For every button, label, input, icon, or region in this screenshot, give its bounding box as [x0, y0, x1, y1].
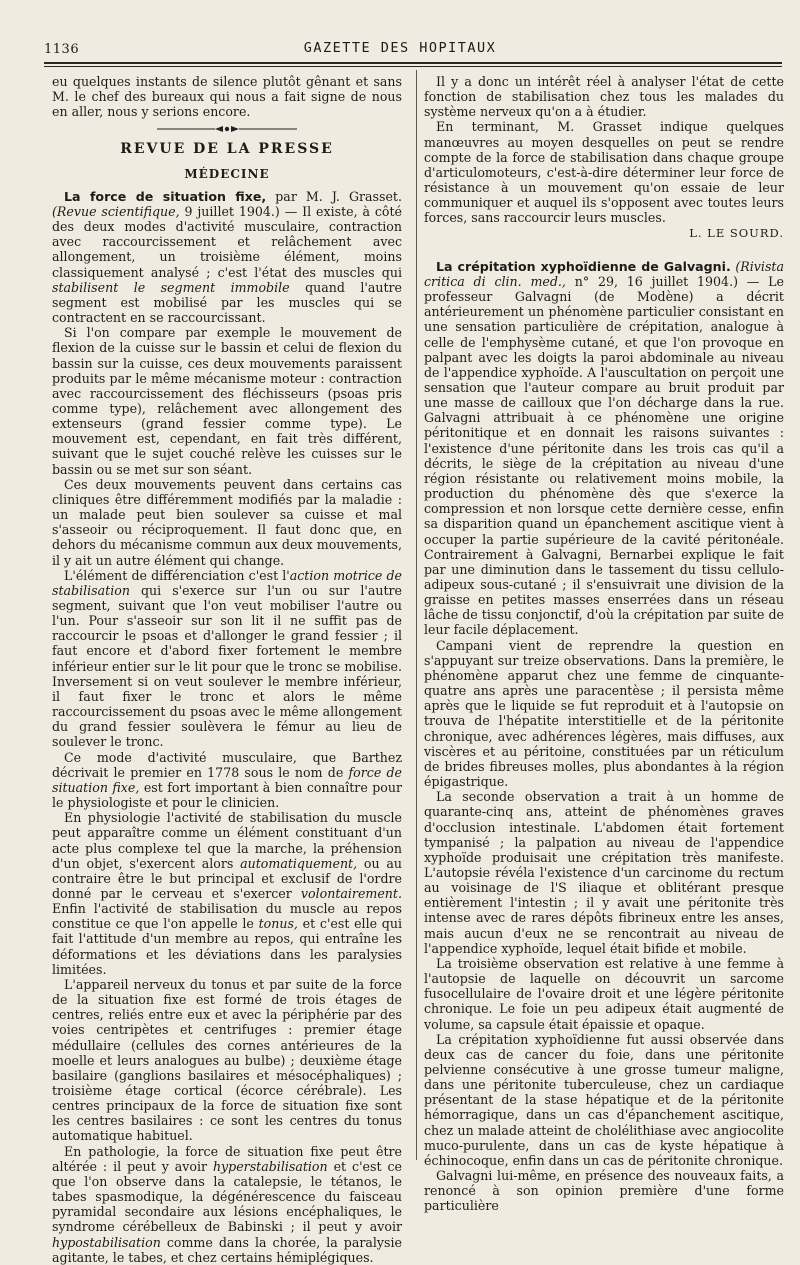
running-title: GAZETTE DES HOPITAUX — [303, 40, 497, 56]
spacer — [424, 241, 784, 259]
paragraph: En physiologie l'activité de stabilisation du muscle peut apparaître comme un élément constituant d'un acte plus complexe tel que la marche, la préhension d'un objet, s'exercent alors automatiquement, ou au contraire être le but principal et exclusif de l'ordre donné par le cerveau et s'exercer volontairement. Enfin l'activité de stabilisation du muscle au repos constitue ce que l'on appelle le tonus, et c'est elle qui fait l'attitude d'un membre au repos, qui entraîne les déformations et les déviations dans les paralysies limitées. — [52, 810, 402, 977]
article-intro: La crépitation xyphoïdienne de Galvagni. (Rivista critica di clin. med., n° 29, 16 juillet 1904.) — Le professeur Galvagni (de Modène) a décrit antérieurement un phénomène particulier consistant en une sensation particulière de crépitation, analogue à celle de l'emphysème cutané, et que l'on provoque en palpant avec les doigts la paroi abdominale au niveau de l'appendice xyphoïde. A l'auscultation on perçoit une sensation que l'auteur compare au bruit produit par une masse de cailloux que l'on décharge dans la rue. Galvagni attribuait à ce phénomène une origine péritonitique et en donnait les raisons suivantes : l'existence d'une péritonite dans les trois cas qu'il a décrits, le siège de la crépitation au niveau d'une région résistante ou relativement moins mobile, la production du phénomène dès que s'exerce la compression et non lorsque cette dernière cesse, enfin sa disparition quand un épanchement ascitique vient à occuper la partie supérieure de la cavité péritonéale. Contrairement à Galvagni, Bernarbei explique le fait par une diminution dans le tassement du tissu cellulo-adipeux sous-cutané ; il s'ensuivrait une division de la graisse en petites masses enserrées dans un réseau lâche de tissu conjonctif, d'où la crépitation par suite de leur facile déplacement. — [424, 258, 784, 638]
header-rule — [44, 62, 782, 67]
paragraph: Campani vient de reprendre la question en s'appuyant sur treize observations. Dans la première, le phénomène apparut chez une femme de cinquante-quatre ans après une paracentèse ; il persista même après que le liquide se fut reproduit et à l'autopsie on trouva de l'hépatite interstitielle et de la péritonite chronique, avec adhérences légères, mais diffuses, aux viscères et au péritoine, constituées par un réticulum de brides fibreuses molles, plus abondantes à la région épigastrique. — [424, 637, 784, 790]
subsection-title: MÉDECINE — [184, 166, 270, 181]
paragraph: L'élément de différenciation c'est l'action motrice de stabilisation qui s'exerce sur l'un ou sur l'autre segment, suivant que l'on veut mobiliser l'autre ou l'un. Pour s'asseoir sur son lit il ne suffit pas de raccourcir le psoas et d'allonger le grand fessier ; il faut encore et d'abord fixer fortement le membre inférieur entier sur le lit pour que le tronc se mobilise. Inversement si on veut soulever le membre inférieur, il faut fixer le tronc et alors le même raccourcissement du psoas avec le même allongement du grand fessier soulèvera le fémur au lieu de soulever le tronc. — [52, 567, 402, 750]
paragraph: En pathologie, la force de situation fixe peut être altérée : il peut y avoir hyperstabilisation et c'est ce que l'on observe dans la catalepsie, le tétanos, le tabes spasmodique, la dégénérescence du faisceau pyramidal secondaire aux lésions encéphaliques, le syndrome cérébelleux de Babinski ; il peut y avoir hypostabilisation comme dans la chorée, la paralysie agitante, le tabes, et chez certains hémiplégiques. — [52, 1143, 402, 1265]
article-source: (Rivista critica di clin. med., — [424, 258, 784, 289]
paragraph: Ce mode d'activité musculaire, que Barthez décrivait le premier en 1778 sous le nom de force de situation fixe, est fort important à bien connaître pour le physiologiste et pour le clinicien. — [52, 749, 402, 811]
article-source: (Revue scientifique, — [52, 203, 180, 219]
section-title: REVUE DE LA PRESSE — [120, 141, 334, 158]
article-intro: La force de situation fixe, par M. J. Grasset. (Revue scientifique, 9 juillet 1904.) — Il existe, à côté des deux modes d'activité musculaire, contraction avec raccourcissement et relâchement avec allongement, un troisième élément, moins classiquement analysé ; c'est l'état des muscles qui stabilisent le segment immobile quand l'autre segment est mobilisé par les muscles qui se contractent en se raccourcissant. — [52, 188, 402, 326]
paragraph: La seconde observation a trait à un homme de quarante-cinq ans, atteint de phénomènes graves d'occlusion intestinale. L'abdomen était fortement tympanisé ; la palpation au niveau de l'appendice xyphoïde produisait une crépitation très manifeste. L'autopsie révéla l'existence d'un carcinome du rectum au voisinage de l'S iliaque et oblitérant presque entièrement l'intestin ; il y avait une péritonite très intense avec de rares dépôts fibrineux entre les anses, mais aucun d'eux ne se rencontrait au niveau de l'appendice xyphoïde, lequel était bifide et mobile. — [424, 789, 784, 956]
paragraph: L'appareil nerveux du tonus et par suite de la force de la situation fixe est formé de trois étages de centres, reliés entre eux et avec la périphérie par des voies centripètes et centrifuges : premier étage médullaire (cellules des cornes antérieures de la moelle et leurs analogues au bulbe) ; deuxième étage basilaire (ganglions basilaires et mésocéphaliques) ; troisième étage cortical (écorce cérébrale). Les centres principaux de la force de situation fixe sont les centres basilaires : ce sont les centres du tonus automatique habituel. — [52, 976, 402, 1144]
author-signature: L. LE SOURD. — [689, 225, 784, 240]
ornament-divider — [52, 125, 402, 133]
left-column — [52, 74, 402, 1265]
column-divider — [416, 70, 417, 1160]
paragraph: Ces deux mouvements peuvent dans certains cas cliniques être différemment modifiés par la maladie : un malade peut bien soulever sa cuisse et mal s'asseoir ou réciproquement. Il faut donc que, en dehors du mécanisme commun aux deux mouvements, il y ait un autre élément qui change. — [52, 476, 402, 568]
page-header — [0, 36, 800, 60]
paragraph: eu quelques instants de silence plutôt gênant et sans M. le chef des bureaux qui nous a fait signe de nous en aller, nous y serions encore. — [52, 74, 402, 120]
paragraph: La crépitation xyphoïdienne fut aussi observée dans deux cas de cancer du foie, dans une péritonite pelvienne consécutive à une grosse tumeur maligne, dans une péritonite tuberculeuse, chez un cardiaque présentant de la stase hépatique et de la péritonite hémorragique, dans un cas d'épanchement ascitique, chez un malade atteint de cholélithiase avec angiocolite muco-purulente, dans un cas de kyste hépatique à échinocoque, enfin dans un cas de péritonite chronique. — [424, 1031, 784, 1168]
paragraph: Galvagni lui-même, en présence des nouveaux faits, a renoncé à son opinion première d'une forme particulière — [424, 1168, 784, 1214]
paragraph: La troisième observation est relative à une femme à l'autopsie de laquelle on découvrit un sarcome fusocellulaire de l'ovaire droit et une légère péritonite chronique. Le foie un peu adipeux était augmenté de volume, sa capsule était épaissie et opaque. — [424, 955, 784, 1032]
article-title: La force de situation fixe, — [64, 188, 267, 204]
paragraph: En terminant, M. Grasset indique quelques manœuvres au moyen desquelles on peut se rendre compte de la force de stabilisation dans chaque groupe d'articulomoteurs, c'est-à-dire déterminer leur force de résistance à un mouvement qu'on essaie de leur communiquer et auquel ils s'opposent avec toutes leurs forces, sans raccourcir leurs muscles. — [424, 119, 784, 226]
right-column — [424, 74, 784, 1214]
paragraph: Il y a donc un intérêt réel à analyser l'état de cette fonction de stabilisation chez tous les malades du système nerveux qu'on a à étudier. — [424, 74, 784, 120]
article-byline: par M. J. Grasset. — [275, 188, 402, 204]
paragraph: Si l'on compare par exemple le mouvement de flexion de la cuisse sur le bassin et celui de flexion du bassin sur la cuisse, ces deux mouvements paraissent produits par le même mécanisme moteur : contraction avec raccourcissement des fléchisseurs (psoas pris comme type), relâchement avec allongement des extenseurs (grand fessier comme type). Le mouvement est, cependant, en fait très différent, suivant que le sujet couché relève les cuisses sur le bassin ou se met sur son séant. — [52, 325, 402, 477]
page-number: 1136 — [44, 42, 80, 57]
article-title: La crépitation xyphoïdienne de Galvagni. — [436, 258, 731, 274]
